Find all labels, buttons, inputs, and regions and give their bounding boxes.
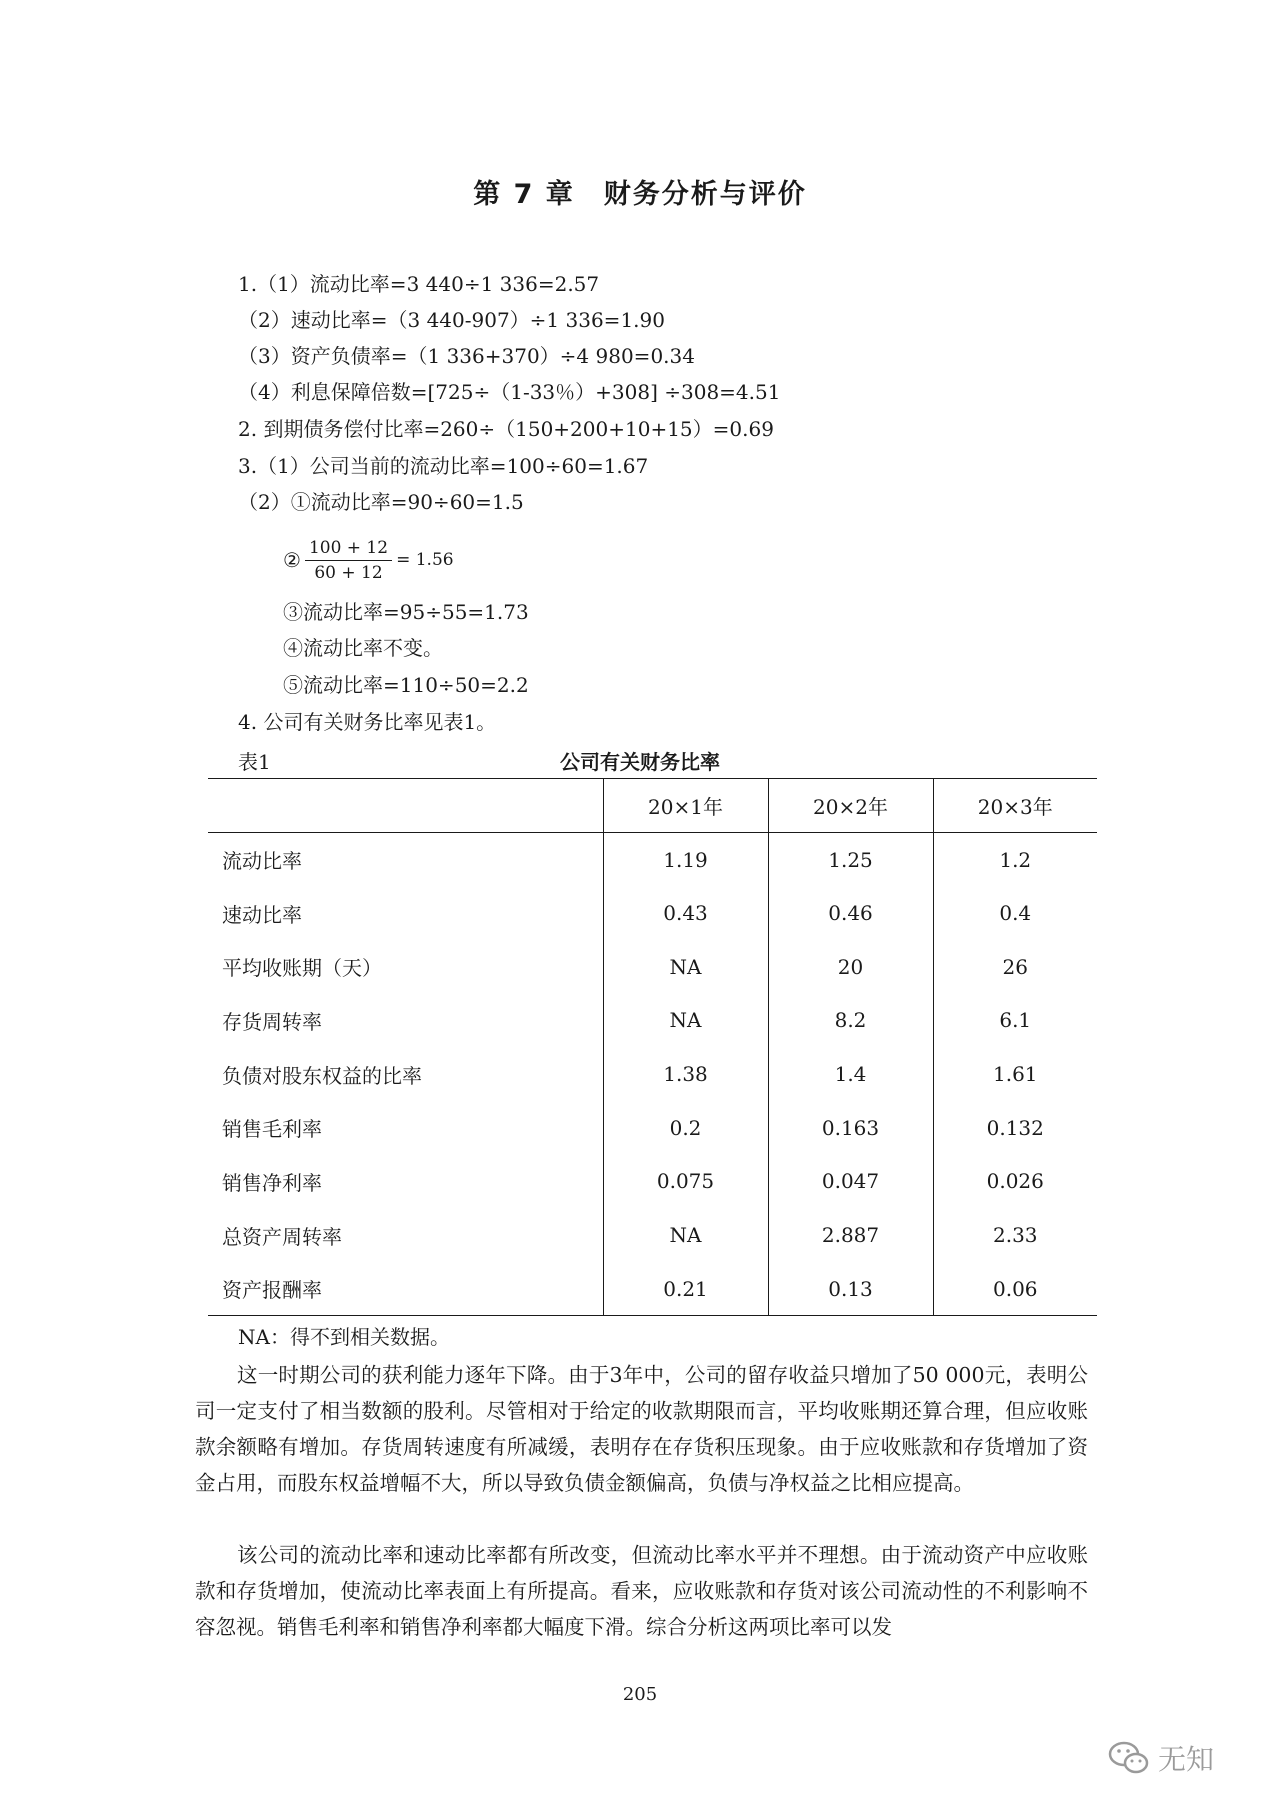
table-row — [208, 886, 1097, 940]
cell-value: 2.887 — [768, 1208, 933, 1262]
cell-value: 1.61 — [933, 1047, 1097, 1101]
answer-3-2a: （2）①流动比率=90÷60=1.5 — [238, 490, 524, 514]
table-title: 公司有关财务比率 — [560, 750, 720, 774]
table-row — [208, 1262, 1097, 1316]
row-label: 销售净利率 — [222, 1170, 322, 1195]
cell-value: NA — [603, 994, 768, 1048]
fraction-marker: ② — [283, 548, 301, 572]
cell-value: 0.026 — [933, 1155, 1097, 1209]
table-header-year-2: 20×2年 — [768, 779, 933, 833]
table-row — [208, 1155, 1097, 1209]
row-label: 平均收账期（天） — [222, 956, 382, 981]
fraction-formula — [283, 532, 454, 588]
page-number: 205 — [622, 1684, 658, 1705]
answer-1-1: 1.（1）流动比率=3 440÷1 336=2.57 — [238, 272, 600, 296]
row-label: 流动比率 — [222, 849, 302, 874]
table-row — [208, 1208, 1097, 1262]
analysis-paragraph-1: 这一时期公司的获利能力逐年下降。由于3年中，公司的留存收益只增加了50 000元，表明公司一定支付了相当数额的股利。尽管相对于给定的收款期限而言，平均收账期还算合理，但应收账款余额略有增加。存货周转速度有所减缓，表明存在存货积压现象。由于应收账款和存货增加了资金占用，而股东权益增幅不大，所以导致负债金额偏高，负债与净权益之比相应提高。 — [195, 1363, 1088, 1495]
fraction-numerator: 100 + 12 — [305, 536, 392, 561]
row-label: 速动比率 — [222, 902, 302, 927]
cell-value: 0.132 — [933, 1101, 1097, 1155]
cell-value: 8.2 — [768, 994, 933, 1048]
table-label: 表1 — [238, 750, 271, 774]
cell-value: 1.4 — [768, 1047, 933, 1101]
answer-2: 2. 到期债务偿付比率=260÷（150+200+10+15）=0.69 — [238, 417, 774, 441]
chapter-title: 第 7 章 财务分析与评价 — [473, 179, 807, 210]
row-label: 销售毛利率 — [222, 1117, 322, 1142]
answer-1-2: （2）速动比率=（3 440-907）÷1 336=1.90 — [238, 308, 665, 332]
answer-3-2d: ④流动比率不变。 — [283, 636, 443, 660]
table-row — [208, 994, 1097, 1048]
cell-value: 1.25 — [768, 833, 933, 887]
cell-value: 0.047 — [768, 1155, 933, 1209]
fraction-denominator: 60 + 12 — [314, 562, 383, 583]
answer-4: 4. 公司有关财务比率见表1。 — [238, 710, 497, 734]
wechat-icon — [1108, 1740, 1150, 1776]
table-header-row — [208, 779, 1097, 833]
ratio-table — [208, 778, 1097, 1316]
cell-value: 6.1 — [933, 994, 1097, 1048]
answer-1-4: （4）利息保障倍数=[725÷（1-33％）+308] ÷308=4.51 — [238, 380, 781, 404]
watermark — [1108, 1738, 1214, 1778]
row-label: 总资产周转率 — [222, 1224, 342, 1249]
analysis-paragraph-2: 该公司的流动比率和速动比率都有所改变，但流动比率水平并不理想。由于流动资产中应收账款和存货增加，使流动比率表面上有所提高。看来，应收账款和存货对该公司流动性的不利影响不容忽视。销售毛利率和销售净利率都大幅度下滑。综合分析这两项比率可以发 — [195, 1543, 1088, 1639]
cell-value: 1.38 — [603, 1047, 768, 1101]
table-header-year-3: 20×3年 — [933, 779, 1097, 833]
cell-value: 0.2 — [603, 1101, 768, 1155]
answer-3-1: 3.（1）公司当前的流动比率=100÷60=1.67 — [238, 454, 649, 478]
cell-value: 0.13 — [768, 1262, 933, 1316]
cell-value: 0.21 — [603, 1262, 768, 1316]
table-row — [208, 833, 1097, 887]
table-row — [208, 1047, 1097, 1101]
cell-value: NA — [603, 1208, 768, 1262]
table-note: NA：得不到相关数据。 — [238, 1325, 450, 1349]
table-header-year-1: 20×1年 — [603, 779, 768, 833]
cell-value: 0.06 — [933, 1262, 1097, 1316]
answer-3-2e: ⑤流动比率=110÷50=2.2 — [283, 673, 529, 697]
cell-value: 1.2 — [933, 833, 1097, 887]
watermark-text: 无知 — [1158, 1743, 1215, 1776]
table-row — [208, 1101, 1097, 1155]
answer-1-3: （3）资产负债率=（1 336+370）÷4 980=0.34 — [238, 344, 695, 368]
table-row — [208, 940, 1097, 994]
cell-value: NA — [603, 940, 768, 994]
fraction — [305, 536, 392, 585]
cell-value: 26 — [933, 940, 1097, 994]
cell-value: 0.075 — [603, 1155, 768, 1209]
row-label: 资产报酬率 — [208, 1262, 603, 1316]
cell-value: 1.19 — [603, 833, 768, 887]
cell-value: 0.163 — [768, 1101, 933, 1155]
cell-value: 0.43 — [603, 886, 768, 940]
cell-value: 20 — [768, 940, 933, 994]
answer-3-2c: ③流动比率=95÷55=1.73 — [283, 600, 529, 624]
cell-value: 0.46 — [768, 886, 933, 940]
table-header-blank — [208, 779, 603, 833]
fraction-result: = 1.56 — [396, 550, 454, 570]
cell-value: 0.4 — [933, 886, 1097, 940]
row-label: 负债对股东权益的比率 — [222, 1063, 422, 1088]
row-label: 存货周转率 — [222, 1009, 322, 1034]
cell-value: 2.33 — [933, 1208, 1097, 1262]
